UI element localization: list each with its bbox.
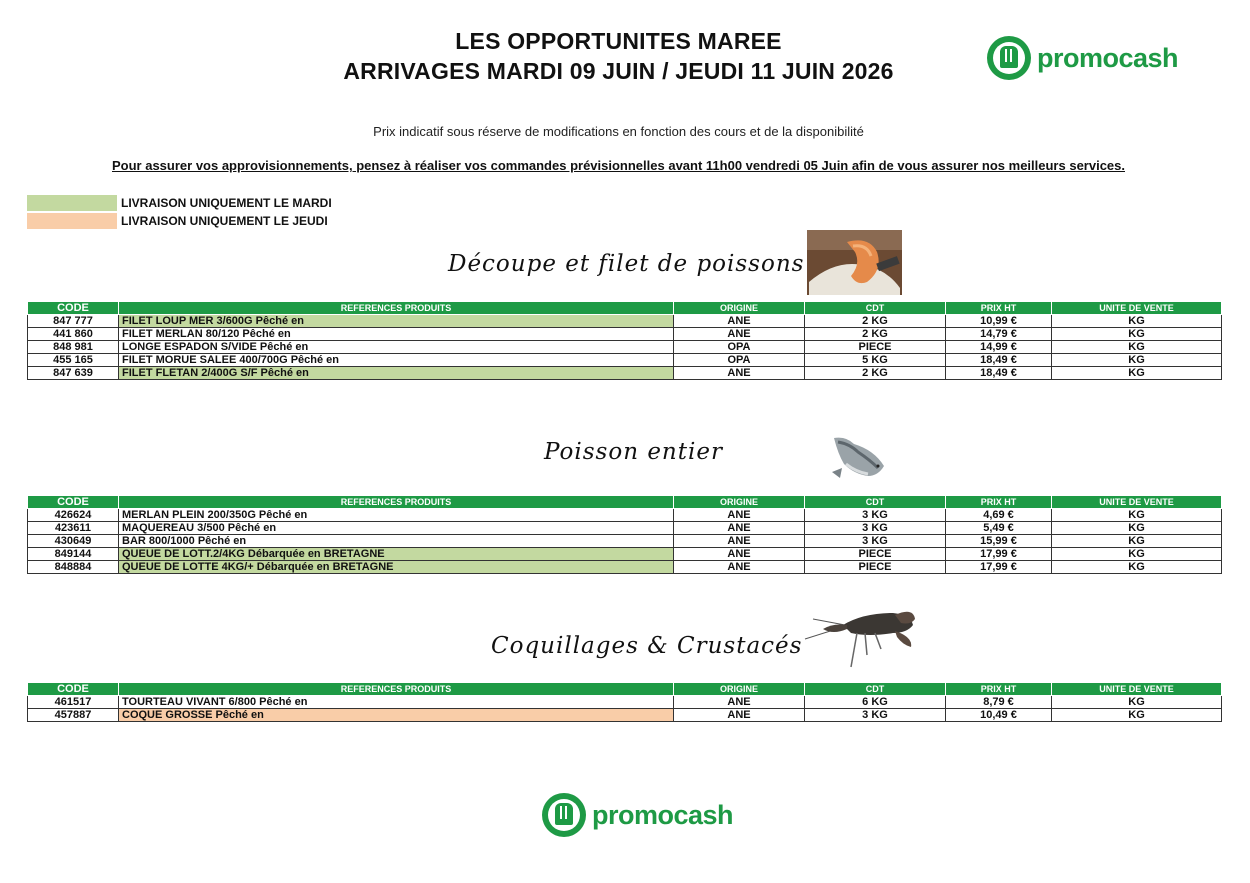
col-cdt: CDT (805, 683, 946, 696)
cell-unite: KG (1052, 561, 1222, 574)
cell-code: 848884 (28, 561, 119, 574)
cell-origine: ANE (674, 509, 805, 522)
cell-code: 847 777 (28, 315, 119, 328)
cell-prix: 15,99 € (946, 535, 1052, 548)
cell-ref: FILET MERLAN 80/120 Pêché en (119, 328, 674, 341)
table-row (28, 354, 1222, 367)
cell-cdt: PIECE (805, 561, 946, 574)
cell-ref: MAQUEREAU 3/500 Pêché en (119, 522, 674, 535)
cell-ref: BAR 800/1000 Pêché en (119, 535, 674, 548)
col-origine: ORIGINE (674, 302, 805, 315)
legend-jeudi (27, 213, 328, 229)
cell-code: 848 981 (28, 341, 119, 354)
table-header (28, 683, 1222, 696)
cell-ref: FILET LOUP MER 3/600G Pêché en (119, 315, 674, 328)
cell-prix: 4,69 € (946, 509, 1052, 522)
cell-code: 847 639 (28, 367, 119, 380)
cell-cdt: 6 KG (805, 696, 946, 709)
legend-label-jeudi: LIVRAISON UNIQUEMENT LE JEUDI (121, 214, 328, 228)
cell-origine: ANE (674, 696, 805, 709)
cell-unite: KG (1052, 341, 1222, 354)
cell-origine: ANE (674, 522, 805, 535)
cell-prix: 10,49 € (946, 709, 1052, 722)
cell-code: 457887 (28, 709, 119, 722)
brand-name-footer: promocash (592, 799, 734, 830)
col-unite: UNITE DE VENTE (1052, 496, 1222, 509)
cell-unite: KG (1052, 354, 1222, 367)
cell-origine: ANE (674, 548, 805, 561)
cell-ref: FILET FLETAN 2/400G S/F Pêché en (119, 367, 674, 380)
cell-cdt: 2 KG (805, 328, 946, 341)
cell-code: 423611 (28, 522, 119, 535)
cell-ref: QUEUE DE LOTT.2/4KG Débarquée en BRETAGNE (119, 548, 674, 561)
promocash-logo-footer (542, 793, 733, 837)
cell-unite: KG (1052, 522, 1222, 535)
cell-ref: QUEUE DE LOTTE 4KG/+ Débarquée en BRETAGNE (119, 561, 674, 574)
col-references: REFERENCES PRODUITS (119, 496, 674, 509)
cell-unite: KG (1052, 696, 1222, 709)
cell-code: 455 165 (28, 354, 119, 367)
table-decoupe (27, 301, 1222, 380)
cell-cdt: PIECE (805, 341, 946, 354)
table-row (28, 328, 1222, 341)
cell-origine: OPA (674, 354, 805, 367)
cell-cdt: 5 KG (805, 354, 946, 367)
cell-cdt: 3 KG (805, 709, 946, 722)
cell-ref: FILET MORUE SALEE 400/700G Pêché en (119, 354, 674, 367)
cell-ref: LONGE ESPADON S/VIDE Pêché en (119, 341, 674, 354)
table-row (28, 548, 1222, 561)
order-notice: Pour assurer vos approvisionnements, pensez à réaliser vos commandes prévisionnelles avant 11h00 vendredi 05 Juin afin de vous assurer nos meilleurs services. (112, 158, 1125, 173)
col-origine: ORIGINE (674, 683, 805, 696)
cell-code: 461517 (28, 696, 119, 709)
cell-prix: 18,49 € (946, 354, 1052, 367)
chef-hat-icon (542, 793, 586, 837)
col-unite: UNITE DE VENTE (1052, 683, 1222, 696)
col-unite: UNITE DE VENTE (1052, 302, 1222, 315)
col-references: REFERENCES PRODUITS (119, 302, 674, 315)
cell-origine: OPA (674, 341, 805, 354)
col-cdt: CDT (805, 302, 946, 315)
cell-cdt: 3 KG (805, 535, 946, 548)
table-row (28, 367, 1222, 380)
cell-cdt: 2 KG (805, 315, 946, 328)
table-poisson-entier (27, 495, 1222, 574)
cell-origine: ANE (674, 315, 805, 328)
brand-name: promocash (1037, 42, 1179, 73)
cell-prix: 17,99 € (946, 548, 1052, 561)
cell-prix: 10,99 € (946, 315, 1052, 328)
cell-unite: KG (1052, 509, 1222, 522)
cell-unite: KG (1052, 315, 1222, 328)
table-header (28, 496, 1222, 509)
cell-cdt: 3 KG (805, 509, 946, 522)
cell-prix: 14,79 € (946, 328, 1052, 341)
table-row (28, 522, 1222, 535)
table-row (28, 709, 1222, 722)
section-title-poisson-entier: Poisson entier (544, 439, 723, 465)
cell-unite: KG (1052, 548, 1222, 561)
table-coquillages (27, 682, 1222, 722)
section-title-coquillages: Coquillages & Crustacés (491, 633, 803, 659)
cell-unite: KG (1052, 709, 1222, 722)
section-title-decoupe: Découpe et filet de poissons (448, 251, 805, 277)
cell-prix: 8,79 € (946, 696, 1052, 709)
col-prix: PRIX HT (946, 683, 1052, 696)
table-row (28, 341, 1222, 354)
cell-prix: 17,99 € (946, 561, 1052, 574)
cell-unite: KG (1052, 328, 1222, 341)
cell-cdt: 3 KG (805, 522, 946, 535)
table-header (28, 302, 1222, 315)
table-row (28, 535, 1222, 548)
cell-origine: ANE (674, 535, 805, 548)
cell-cdt: 2 KG (805, 367, 946, 380)
col-origine: ORIGINE (674, 496, 805, 509)
legend-mardi (27, 195, 332, 211)
cell-origine: ANE (674, 328, 805, 341)
table-row (28, 696, 1222, 709)
page-subtitle: ARRIVAGES MARDI 09 JUIN / JEUDI 11 JUIN 2026 (343, 58, 894, 84)
cell-unite: KG (1052, 367, 1222, 380)
table-row (28, 561, 1222, 574)
cell-cdt: PIECE (805, 548, 946, 561)
cell-origine: ANE (674, 709, 805, 722)
cell-code: 849144 (28, 548, 119, 561)
fish-fillet-photo (807, 230, 902, 295)
col-prix: PRIX HT (946, 302, 1052, 315)
col-prix: PRIX HT (946, 496, 1052, 509)
lobster-photo (803, 603, 918, 669)
table-row (28, 315, 1222, 328)
legend-label-mardi: LIVRAISON UNIQUEMENT LE MARDI (121, 196, 332, 210)
promocash-logo (987, 36, 1178, 80)
table-row (28, 509, 1222, 522)
cell-prix: 18,49 € (946, 367, 1052, 380)
cell-unite: KG (1052, 535, 1222, 548)
cell-origine: ANE (674, 561, 805, 574)
price-notice: Prix indicatif sous réserve de modifications en fonction des cours et de la disponibilité (373, 124, 864, 139)
cell-code: 430649 (28, 535, 119, 548)
cell-code: 441 860 (28, 328, 119, 341)
col-code: CODE (28, 302, 119, 315)
whole-fish-photo (828, 432, 890, 484)
col-references: REFERENCES PRODUITS (119, 683, 674, 696)
legend-swatch-jeudi (27, 213, 117, 229)
cell-origine: ANE (674, 367, 805, 380)
cell-ref: TOURTEAU VIVANT 6/800 Pêché en (119, 696, 674, 709)
legend-swatch-mardi (27, 195, 117, 211)
chef-hat-icon (987, 36, 1031, 80)
page-title: LES OPPORTUNITES MAREE (455, 28, 782, 54)
cell-ref: MERLAN PLEIN 200/350G Pêché en (119, 509, 674, 522)
cell-prix: 5,49 € (946, 522, 1052, 535)
cell-ref: COQUE GROSSE Pêché en (119, 709, 674, 722)
col-code: CODE (28, 683, 119, 696)
col-code: CODE (28, 496, 119, 509)
cell-code: 426624 (28, 509, 119, 522)
col-cdt: CDT (805, 496, 946, 509)
cell-prix: 14,99 € (946, 341, 1052, 354)
